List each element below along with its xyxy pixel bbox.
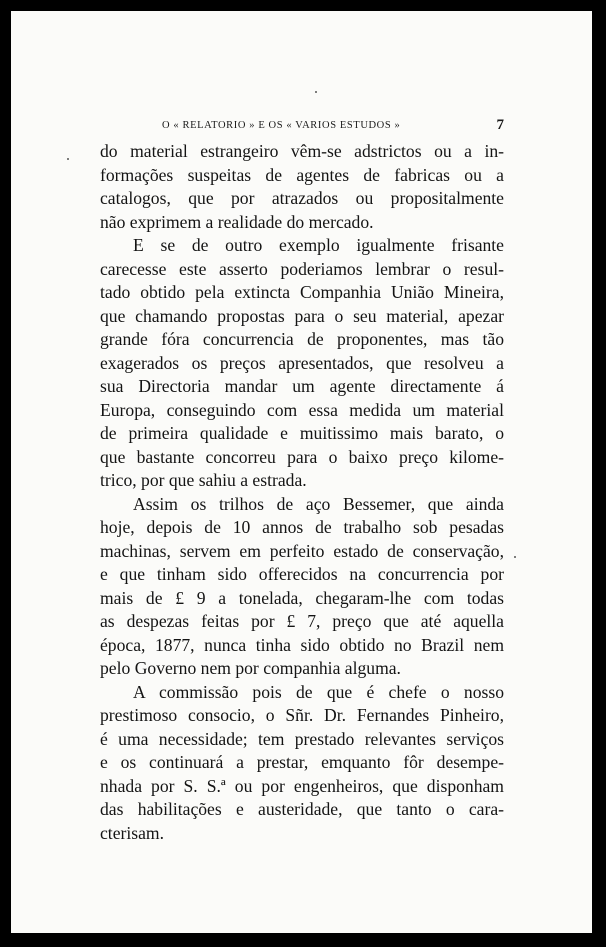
paper-speck bbox=[67, 158, 69, 160]
text-line: pelo Governo nem por companhia alguma. bbox=[100, 658, 401, 678]
text-line: carecesse este asserto poderiamos lembrar o resul- bbox=[100, 258, 504, 279]
text-line: cterisam. bbox=[100, 822, 164, 843]
text-line: trico, por que sahiu a estrada. bbox=[100, 470, 307, 490]
running-head: O « RELATORIO » E OS « VARIOS ESTUDOS » bbox=[162, 120, 401, 131]
text-line: machinas, servem em perfeito estado de conservação, bbox=[100, 540, 504, 561]
page-number: 7 bbox=[496, 117, 504, 133]
text-line: tado obtido pela extincta Companhia União Mineira, bbox=[100, 282, 504, 302]
text-line: hoje, depois de 10 annos de trabalho sob pesadas bbox=[100, 517, 504, 537]
text-line: e os continuará a prestar, emquanto fôr desempe- bbox=[100, 752, 504, 772]
text-line: não exprimem a realidade do mercado. bbox=[100, 211, 374, 232]
text-line: exagerados os preços apresentados, que resolveu a bbox=[100, 352, 504, 373]
text-line: das habilitações e austeridade, que tanto o cara- bbox=[100, 799, 504, 819]
text-line: do material estrangeiro vêm-se adstrictos ou a in- bbox=[100, 141, 504, 161]
paragraph-first-line: A commissão pois de que é chefe o nosso bbox=[133, 681, 504, 702]
text-line: que bastante concorreu para o baixo preço kilome- bbox=[100, 446, 504, 467]
page-header bbox=[100, 117, 504, 137]
text-line: mais de £ 9 a tonelada, chegaram-lhe com todas bbox=[100, 587, 504, 608]
paper-speck bbox=[514, 556, 516, 558]
paragraph-first-line: Assim os trilhos de aço Bessemer, que ainda bbox=[133, 493, 504, 514]
text-line: de primeira qualidade e muitissimo mais barato, o bbox=[100, 423, 504, 443]
text-line: é uma necessidade; tem prestado relevantes serviços bbox=[100, 728, 504, 749]
text-line: que chamando propostas para o seu material, apezar bbox=[100, 305, 504, 326]
text-line: e que tinham sido offerecidos na concurrencia por bbox=[100, 564, 504, 584]
text-line: catalogos, que por atrazados ou propositalmente bbox=[100, 188, 504, 208]
paper-speck bbox=[315, 91, 317, 93]
text-line: nhada por S. S.ª ou por engenheiros, que disponham bbox=[100, 775, 504, 796]
text-line: Europa, conseguindo com essa medida um material bbox=[100, 399, 504, 420]
body-text bbox=[100, 140, 504, 845]
text-line: formações suspeitas de agentes de fabricas ou a bbox=[100, 164, 504, 185]
paragraph-first-line: E se de outro exemplo igualmente frisante bbox=[133, 235, 504, 255]
text-line: grande fóra concurrencia de proponentes, mas tão bbox=[100, 329, 504, 349]
text-line: época, 1877, nunca tinha sido obtido no Brazil nem bbox=[100, 634, 504, 655]
text-line: prestimoso consocio, o Sñr. Dr. Fernandes Pinheiro, bbox=[100, 705, 504, 725]
text-line: sua Directoria mandar um agente directamente á bbox=[100, 376, 504, 396]
text-line: as despezas feitas por £ 7, preço que até aquella bbox=[100, 611, 504, 631]
